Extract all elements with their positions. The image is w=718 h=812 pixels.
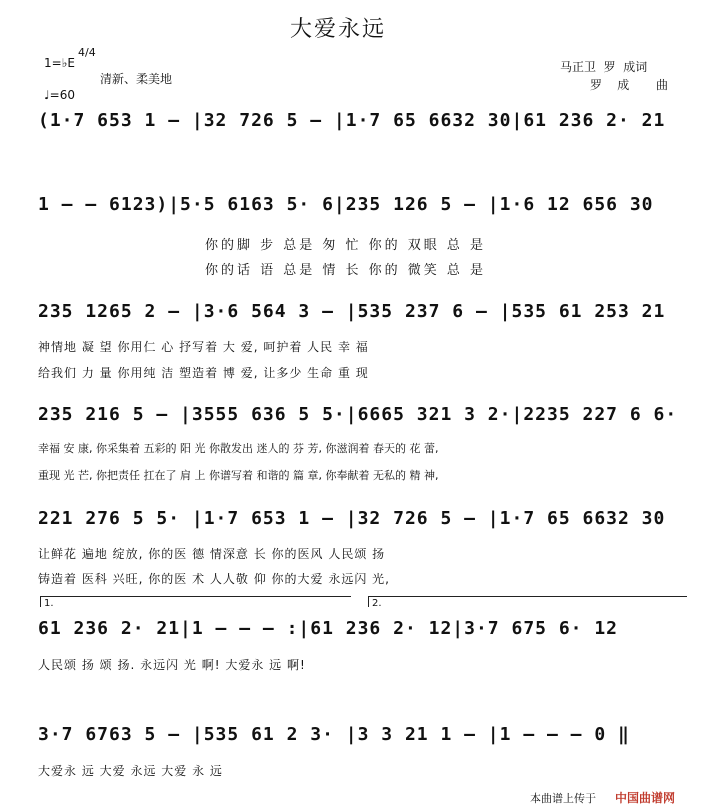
notation-line: 235 1265 2 – |3·6 564 3 – |535 237 6 – |535 61 253 21 xyxy=(38,301,666,322)
lyric-line: 重现 光 芒, 你把责任 扛在了 肩 上 你谱写着 和谐的 篇 章, 你奉献着 无私的 精 神, xyxy=(38,469,439,482)
staff-row-6 xyxy=(38,612,688,650)
lyric-line: 神情地 凝 望 你用仁 心 抒写着 大 爱, 呵护着 人民 幸 福 xyxy=(38,340,369,354)
staff-row-4 xyxy=(38,398,688,436)
notation-line: 3·7 6763 5 – |535 61 2 3· |3 3 21 1 – |1 – – – 0 ‖ xyxy=(38,724,630,745)
lyric-line: 大爱永 远 大爱 永远 大爱 永 远 xyxy=(38,764,223,778)
time-signature: 4/4 xyxy=(78,46,96,59)
notation-line: 61 236 2· 21|1 – – – :|61 236 2· 12|3·7 675 6· 12 xyxy=(38,618,619,639)
volta-first-label: 1. xyxy=(44,598,54,609)
volta-first-bracket xyxy=(40,596,351,607)
lyric-line: 人民颂 扬 颂 扬. 永远闪 光 啊! 大爱永 远 啊! xyxy=(38,658,306,672)
song-title: 大爱永远 xyxy=(290,17,387,42)
notation-line: 235 216 5 – |3555 636 5 5·|6665 321 3 2·|2235 227 6 6· xyxy=(38,404,678,425)
upload-note: 本曲谱上传于 xyxy=(530,792,596,805)
lyric-line: 幸福 安 康, 你采集着 五彩的 阳 光 你散发出 迷人的 芬 芳, 你滋润着 春天的 花 蕾, xyxy=(38,442,439,455)
staff-row-3 xyxy=(38,295,688,333)
lyric-line: 你的话 语 总是 情 长 你的 微笑 总 是 xyxy=(205,263,487,278)
volta-second-label: 2. xyxy=(372,598,382,609)
lyric-line: 你的脚 步 总是 匆 忙 你的 双眼 总 是 xyxy=(205,238,487,253)
expression-mark: 清新、柔美地 xyxy=(100,72,173,86)
lyric-line: 给我们 力 量 你用纯 洁 塑造着 博 爱, 让多少 生命 重 现 xyxy=(38,366,369,380)
staff-row-5 xyxy=(38,502,688,540)
site-logo: 中国曲谱网 xyxy=(615,791,676,805)
volta-second-bracket xyxy=(368,596,687,607)
notation-line: 1 – – 6123)|5·5 6163 5· 6|235 126 5 – |1·6 12 656 30 xyxy=(38,194,654,215)
composer-credit: 罗 成 曲 xyxy=(590,78,668,92)
key-signature: 1=♭E xyxy=(44,56,75,70)
lyric-line: 让鲜花 遍地 绽放, 你的医 德 情深意 长 你的医风 人民颂 扬 xyxy=(38,547,386,561)
lyric-line: 铸造着 医科 兴旺, 你的医 术 人人敬 仰 你的大爱 永远闪 光, xyxy=(38,572,390,586)
notation-line: (1·7 653 1 – |32 726 5 – |1·7 65 6632 30|61 236 2· 21 xyxy=(38,110,666,131)
staff-row-7 xyxy=(38,718,688,756)
notation-line: 221 276 5 5· |1·7 653 1 – |32 726 5 – |1·7 65 6632 30 xyxy=(38,508,666,529)
tempo-mark: ♩=60 xyxy=(44,88,75,102)
lyricist-credit: 马正卫 罗 成词 xyxy=(560,60,648,74)
staff-row-2 xyxy=(38,188,688,226)
staff-row-1 xyxy=(38,104,688,142)
